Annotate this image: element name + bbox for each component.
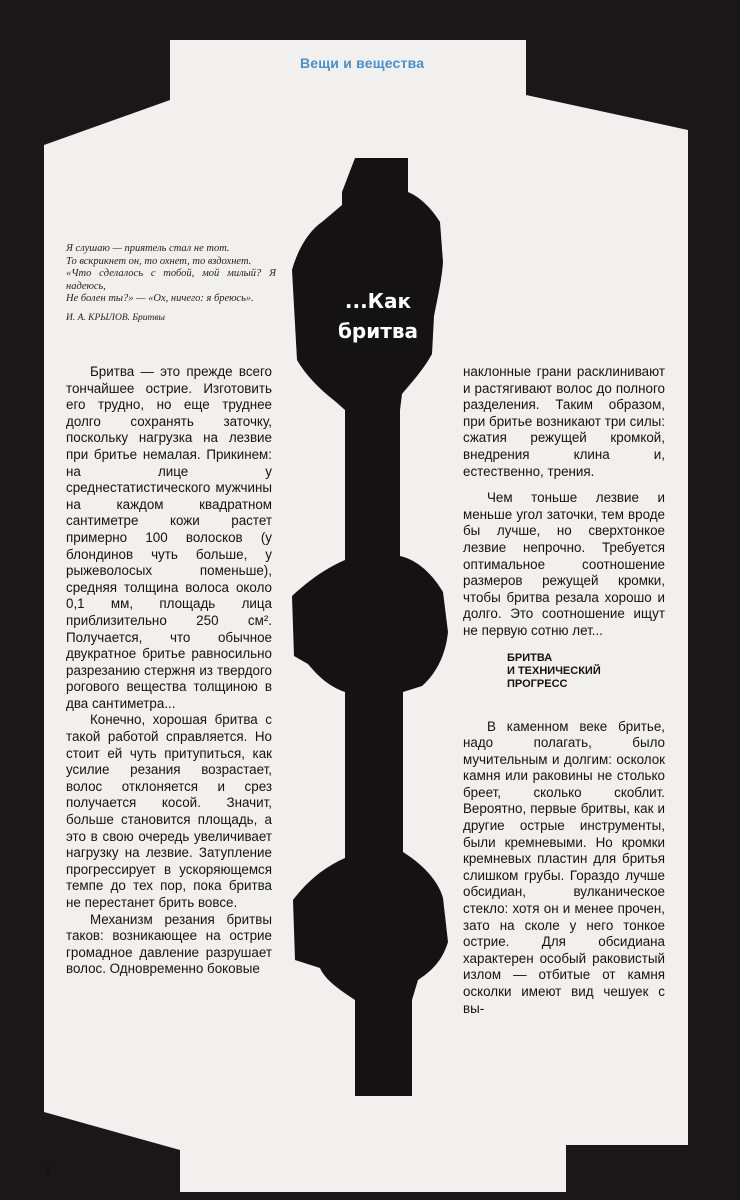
article-title [318, 286, 438, 346]
title-line-1: ...Как [344, 289, 412, 313]
text-column-right [463, 364, 665, 1017]
paragraph: Конечно, хорошая бритва с такой работой справляется. Но стоит ей чуть притупиться, как усилие резания возрастает, волос отклоняется и срез получается косой. Значит, больше становится площадь, а это в свою очередь увеличивает нагрузку на лезвие. Затупление прогрессирует в ускоряющемся темпе до тех пор, пока бритва не перестанет брить вовсе. [66, 712, 272, 910]
section-label: Вещи и вещества [300, 55, 425, 71]
epigraph [66, 243, 276, 324]
paragraph: наклонные грани расклинивают и растягивают волос до полного разделения. Таким образом, при бритье возникают три силы: сжатия режущей кромкой, внедрения клина и, естественно, трения. [463, 364, 665, 479]
paragraph: Механизм резания бритвы таков: возникающее на острие громадное давление разрушает волос. Одновременно боковые [66, 911, 272, 977]
subheading: БРИТВА И ТЕХНИЧЕСКИЙ ПРОГРЕСС [507, 651, 601, 690]
epigraph-author: И. А. КРЫЛОВ. Бритвы [66, 312, 165, 323]
epigraph-text: Я слушаю — приятель стал не тот. То вскрикнет он, то охнет, то вздохнет. «Что сделалось с тобой, мой милый? Я надеюсь, Не болен ты?» — «Ох, ничего: я бреюсь». [66, 243, 276, 304]
title-line-2: бритва [337, 319, 419, 343]
paragraph: Чем тоньше лезвие и меньше угол заточки, тем вроде бы лучше, но сверхтонкое лезвие непрочно. Требуется оптимальное соотношение размеров режущей кромки, чтобы бритва резала хорошо и долго. Это соотношение ищут не первую сотню лет... [463, 490, 665, 638]
paragraph: Бритва — это прежде всего тончайшее острие. Изготовить его трудно, но еще труднее долго сохранять заточку, поскольку нагрузка на лезвие при бритье немалая. Прикинем: на лице у среднестатистического мужчины на каждом квадратном сантиметре кожи растет примерно 100 волосков (у блондинов чуть больше, у рыжеволосых поменьше), средняя толщина волоса около 0,1 мм, площадь лица приблизительно 250 см². Получается, что обычное двукратное бритье равносильно разрезанию стержня из твердого рогового вещества толщиною в два сантиметра... [66, 364, 272, 711]
text-column-left [66, 364, 272, 978]
paragraph: В каменном веке бритье, надо полагать, было мучительным и долгим: осколок камня или раковины не столько бреет, сколько скоблит. Вероятно, первые бритвы, как и другие острые инструменты, были кремневыми. Но кромки кремневых пластин для бритья слишком грубы. Гораздо лучше обсидиан, вулканическое стекло: хотя он и менее прочен, зато на сколе у него тонкое острие. Для обсидиана характерен особый раковистый излом — отбитые от камня осколки имеют вид чешуек с вы- [463, 718, 665, 1016]
razor-notch [46, 1165, 50, 1173]
